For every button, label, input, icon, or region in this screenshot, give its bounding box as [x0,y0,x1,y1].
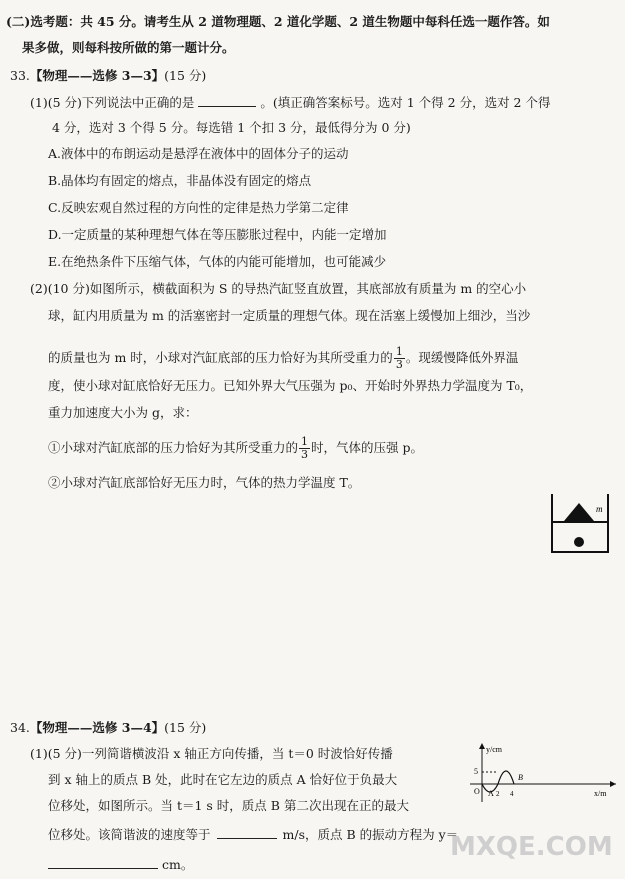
q34-line4 [48,826,458,843]
x-axis-label: x/m [594,789,607,798]
q33-sub2: ②小球对汽缸底部恰好无压力时，气体的热力学温度 T。 [48,475,361,490]
q33-part2-line4: 度，使小球对缸底恰好无压力。已知外界大气压强为 p₀、开始时外界热力学温度为 T₀， [48,378,533,393]
q33-header [10,68,206,84]
answer-blank[interactable] [198,94,256,107]
tick-5: 5 [474,767,478,776]
q33-sub1-b: 时，气体的压强 p。 [311,440,423,455]
tick-2: 2 [496,790,500,798]
q34-title: 【物理——选修 3—4】 [29,720,165,735]
q34-line2: 到 x 轴上的质点 B 处，此时在它左边的质点 A 恰好位于负最大 [48,772,398,787]
q33-sub1-a: ①小球对汽缸底部的压力恰好为其所受重力的 [48,440,299,455]
q33-part2-line1: (2)(10 分)如图所示，横截面积为 S 的导热汽缸竖直放置，其底部放有质量为 m 的空心小 [30,281,527,296]
fraction-denominator: 3 [395,358,403,371]
origin-label: O [474,787,480,796]
q33-part2-line5: 重力加速度大小为 g，求： [48,405,198,420]
q33-part1-line2: 4 分，选对 3 个得 5 分。每选错 1 个扣 3 分，最低得分为 0 分) [52,120,411,135]
fraction-numerator: 1 [395,345,403,358]
q34-score: (15 分) [164,720,207,735]
y-axis-arrow [479,743,485,749]
q34-line3: 位移处，如图所示。当 t＝1 s 时，质点 B 第二次出现在正的最大 [48,798,409,813]
q33-number: 33. [10,68,30,83]
x-axis-arrow [610,781,616,787]
y-axis-label: y/cm [486,745,502,754]
hollow-ball [574,537,584,547]
mass-label: m [596,504,603,514]
q33-part2-line3-b: 。现缓慢降低外界温 [405,350,519,365]
section-instruction-line1: (二)选考题：共 45 分。请考生从 2 道物理题、2 道化学题、2 道生物题中每科任选一题作答。如 [6,14,550,29]
q33-part1-line1 [30,94,550,111]
section-instruction-line2: 果多做，则每科按所做的第一题计分。 [22,40,235,55]
q34-line4-b: m/s，质点 B 的振动方程为 y＝ [282,827,459,842]
q34-line1: (1)(5 分)一列简谐横波沿 x 轴正方向传播，当 t＝0 时波恰好传播 [30,746,393,761]
q33-option-d: D.一定质量的某种理想气体在等压膨胀过程中，内能一定增加 [48,227,387,242]
fraction-one-third-2 [299,436,310,461]
cylinder-figure [548,492,614,558]
fraction-denominator: 3 [301,448,309,461]
q33-option-a: A.液体中的布朗运动是悬浮在液体中的固体分子的运动 [48,146,349,161]
fraction-numerator: 1 [301,435,309,448]
q33-title: 【物理——选修 3—3】 [29,68,165,83]
q34-line5 [48,856,193,873]
wave-curve [482,771,514,792]
fraction-one-third [394,346,405,371]
q33-part1-intro: (1)(5 分)下列说法中正确的是 [30,95,195,110]
wave-graph [468,740,618,810]
equation-blank[interactable] [48,856,158,869]
q34-header [10,720,206,736]
sand-pile [564,503,594,521]
q33-score: (15 分) [164,68,207,83]
point-a-label: A [488,789,494,798]
q34-number: 34. [10,720,30,735]
speed-blank[interactable] [217,826,277,839]
q33-sub1 [48,436,423,461]
q34-line4-a: 位移处。该简谐波的速度等于 [48,827,211,842]
watermark-logo: MXQE.COM [450,832,613,862]
q33-part2-line3 [48,346,518,371]
q33-part1-intro-tail: 。(填正确答案标号。选对 1 个得 2 分，选对 2 个得 [260,95,551,110]
q33-option-c: C.反映宏观自然过程的方向性的定律是热力学第二定律 [48,200,349,215]
tick-4: 4 [510,790,514,798]
point-b-label: B [518,773,523,782]
q33-option-b: B.晶体均有固定的熔点，非晶体没有固定的熔点 [48,173,312,188]
q33-part2-line2: 球，缸内用质量为 m 的活塞密封一定质量的理想气体。现在活塞上缓慢加上细沙，当沙 [48,308,531,323]
q33-option-e: E.在绝热条件下压缩气体，气体的内能可能增加，也可能减少 [48,254,387,269]
q34-line5-tail: cm。 [162,857,194,872]
q33-part2-line3-a: 的质量也为 m 时，小球对汽缸底部的压力恰好为其所受重力的 [48,350,393,365]
